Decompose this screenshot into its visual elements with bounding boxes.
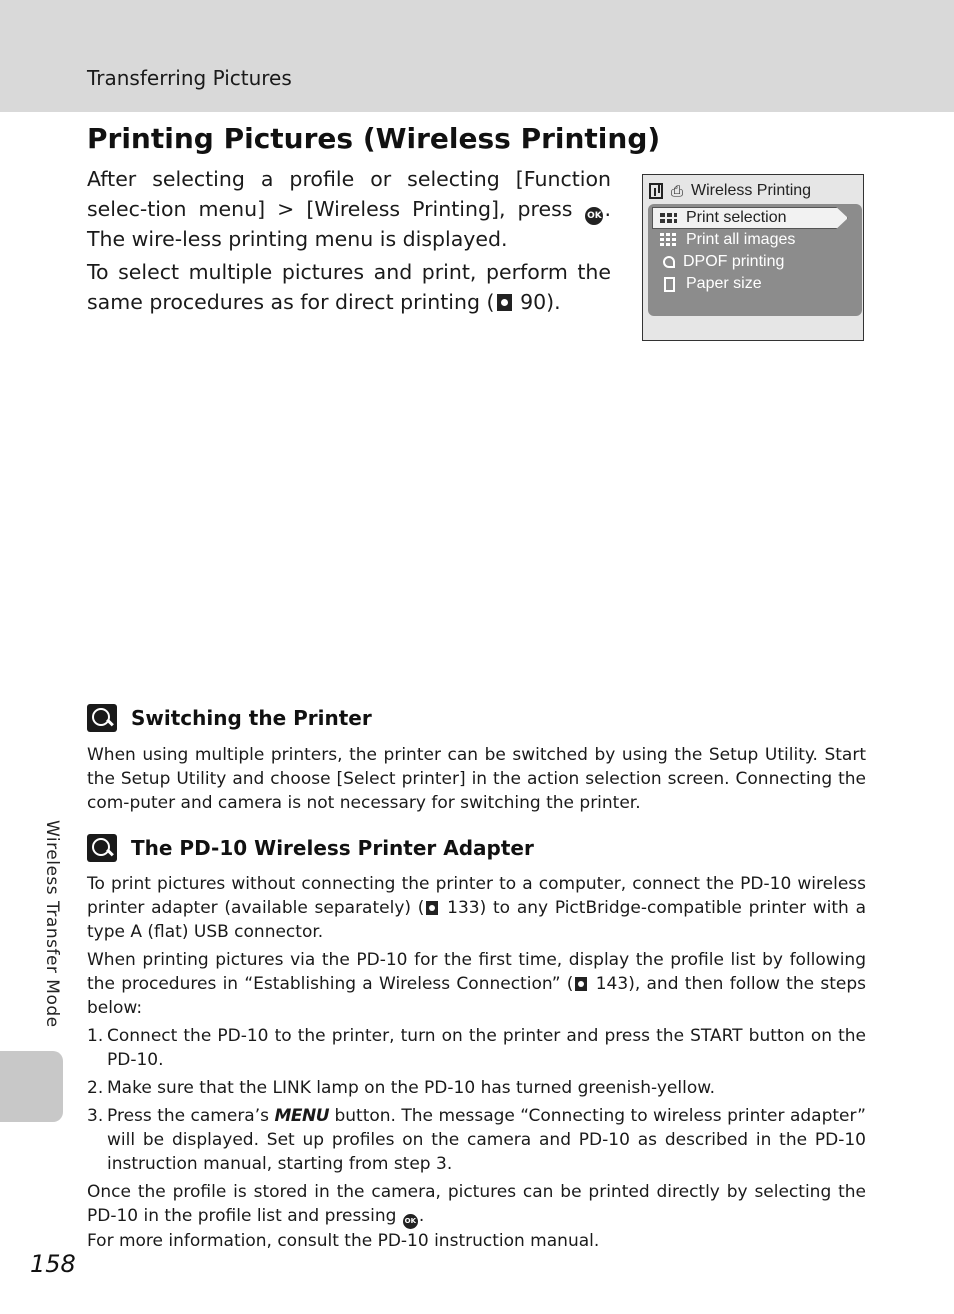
list-item <box>87 1104 866 1176</box>
step-number: 2. <box>87 1078 104 1098</box>
intro-text <box>87 165 611 321</box>
note-paragraph <box>87 948 866 1020</box>
page-title: Printing Pictures (Wireless Printing) <box>87 122 661 155</box>
page-number: 158 <box>30 1250 76 1278</box>
dpof-icon <box>663 256 675 268</box>
step-text: Connect the PD-10 to the printer, turn on the printer and press the START button on the PD-10. <box>107 1026 866 1070</box>
note-paragraph: When using multiple printers, the printer can be switched by using the Setup Utility. Start the Setup Utility and choose [Select printer] in the action selection screen. Connecting the com-puter and camera is not necessary for switching the printer. <box>87 745 866 813</box>
note-magnifier-icon <box>87 834 117 862</box>
text-span: ), and then follow the steps below: <box>87 974 866 1018</box>
intro-p2-text: To select multiple pictures and print, perform the same procedures as for direct printing ( <box>87 260 611 314</box>
step-text: Make sure that the LINK lamp on the PD-10 has turned greenish-yellow. <box>107 1078 715 1098</box>
camera-menu <box>648 204 862 316</box>
menu-item-label: Print selection <box>686 209 787 226</box>
paper-size-icon <box>664 277 675 292</box>
section-title: Transferring Pictures <box>87 66 292 90</box>
list-item <box>87 1076 866 1100</box>
note-paragraph <box>87 1180 866 1229</box>
menu-item-label: Paper size <box>686 275 762 292</box>
list-item <box>87 1024 866 1072</box>
menu-item-paper-size[interactable] <box>654 273 850 295</box>
menu-item-label: DPOF printing <box>683 253 785 270</box>
page-reference-number: 143 <box>595 974 629 994</box>
intro-paragraph-2 <box>87 258 611 317</box>
note-paragraph: For more information, consult the PD-10 instruction manual. <box>87 1231 600 1251</box>
note-paragraph <box>87 872 866 944</box>
side-tab <box>0 1051 63 1122</box>
text-span: Once the profile is stored in the camera, pictures can be printed directly by selecting the PD-10 in the profile list and pressing <box>87 1182 866 1226</box>
step-number: 3. <box>87 1106 104 1126</box>
intro-p1-text-end: . The wire-less printing menu is displayed. <box>87 196 611 251</box>
ok-button-icon: OK <box>585 207 603 225</box>
side-section-label: Wireless Transfer Mode <box>42 820 62 1028</box>
text-span: When printing pictures via the PD-10 for the first time, display the profile list by following the procedures in “Establishing a Wireless Connection” ( <box>87 950 866 994</box>
menu-item-label: Print all images <box>686 231 796 248</box>
camera-screen-title: Wireless Printing <box>691 182 812 199</box>
note-magnifier-icon <box>87 704 117 732</box>
menu-item-dpof-printing[interactable] <box>654 251 850 273</box>
page-reference-number: 133 <box>447 898 480 918</box>
text-span: To print pictures without connecting the printer to a computer, connect the PD-10 wireless printer adapter (available separately) ( <box>87 874 866 918</box>
printer-icon: ⎙ <box>671 182 684 200</box>
header-band <box>0 0 954 112</box>
intro-p2-text-end: ). <box>546 289 561 314</box>
page-reference-icon <box>426 901 438 915</box>
steps-list <box>87 1024 866 1176</box>
note-pd10-heading <box>87 834 534 862</box>
menu-item-print-all-images[interactable] <box>654 229 850 251</box>
menu-item-print-selection[interactable] <box>654 207 850 229</box>
camera-screen-header <box>649 181 859 201</box>
step-text: Press the camera’s <box>107 1106 275 1126</box>
note-switching-printer-heading <box>87 704 372 732</box>
page-reference-number: 90 <box>520 289 547 314</box>
page-reference-icon <box>575 977 587 991</box>
step-text: button. The message “Connecting to wireless printer adapter” will be displayed. Set up profiles on the camera and PD-10 as described in the PD-10 instruction manual, starting from step 3. <box>107 1106 866 1174</box>
text-span: ) to any PictBridge-compatible printer with a type A (flat) USB connector. <box>87 898 867 942</box>
note-title: Switching the Printer <box>131 706 372 730</box>
camera-screen <box>642 174 864 341</box>
menu-button-icon: MENU <box>274 1106 330 1126</box>
intro-paragraph-1 <box>87 165 611 254</box>
print-selection-icon <box>660 211 678 225</box>
note-switching-printer-body <box>87 743 866 815</box>
step-number: 1. <box>87 1026 104 1046</box>
page-reference-icon <box>497 294 512 311</box>
note-title: The PD-10 Wireless Printer Adapter <box>131 836 534 860</box>
ok-button-icon: OK <box>403 1214 418 1229</box>
text-span: . <box>418 1206 425 1226</box>
intro-p1-text: After selecting a profile or selecting [Function selec-tion menu] > [Wireless Printing], press <box>87 167 611 221</box>
note-pd10-body <box>87 872 866 1253</box>
print-all-icon <box>660 233 678 247</box>
signal-icon <box>649 183 663 199</box>
